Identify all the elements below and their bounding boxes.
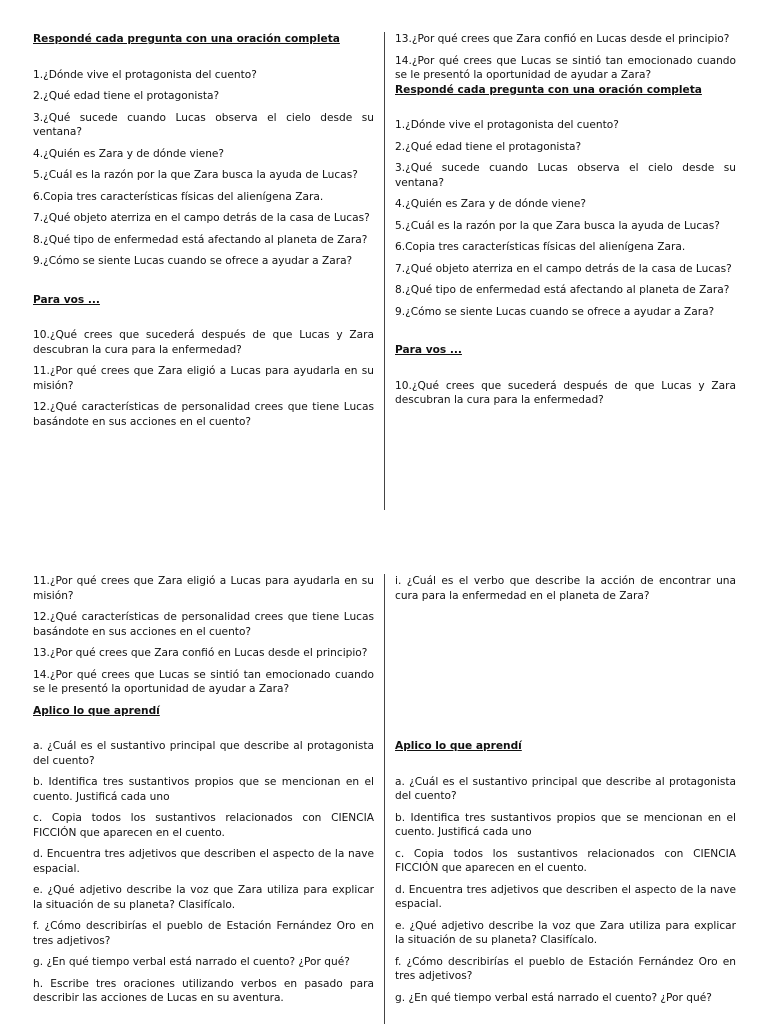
aplico-heading: Aplico lo que aprendí — [33, 704, 160, 717]
column-divider-bottom — [384, 574, 385, 1024]
top-right-column — [395, 32, 736, 415]
exercise-item: c. Copia todos los sustantivos relacionados con CIENCIA FICCIÓN que aparecen en el cuento. — [395, 847, 736, 874]
question: 10.¿Qué crees que sucederá después de que Lucas y Zara descubran la cura para la enfermedad? — [33, 329, 374, 356]
question: 9.¿Cómo se siente Lucas cuando se ofrece a ayudar a Zara? — [395, 305, 715, 318]
question: 2.¿Qué edad tiene el protagonista? — [395, 140, 582, 153]
exercise-item: c. Copia todos los sustantivos relacionados con CIENCIA FICCIÓN que aparecen en el cuento. — [33, 812, 374, 839]
question: 5.¿Cuál es la razón por la que Zara busca la ayuda de Lucas? — [33, 169, 358, 181]
question: 7.¿Qué objeto aterriza en el campo detrás de la casa de Lucas? — [395, 262, 732, 275]
aplico-heading: Aplico lo que aprendí — [395, 740, 522, 752]
question: 4.¿Quién es Zara y de dónde viene? — [33, 147, 225, 160]
question: 2.¿Qué edad tiene el protagonista? — [33, 90, 220, 102]
para-vos-heading: Para vos ... — [395, 344, 462, 356]
para-vos-heading: Para vos ... — [33, 293, 100, 306]
question: 14.¿Por qué crees que Lucas se sintió tan emocionado cuando se le presentó la oportunidad de ayudar a Zara? — [395, 54, 736, 81]
question: 12.¿Qué características de personalidad crees que tiene Lucas basándote en sus acciones en el cuento? — [33, 611, 374, 638]
exercise-item: a. ¿Cuál es el sustantivo principal que describe al protagonista del cuento? — [33, 740, 374, 767]
exercise-item: g. ¿En qué tiempo verbal está narrado el cuento? ¿Por qué? — [33, 956, 350, 968]
exercise-item: b. Identifica tres sustantivos propios que se mencionan en el cuento. Justificá cada uno — [395, 811, 736, 838]
question: 10.¿Qué crees que sucederá después de que Lucas y Zara descubran la cura para la enfermedad? — [395, 379, 736, 406]
exercise-item: d. Encuentra tres adjetivos que describen el aspecto de la nave espacial. — [395, 883, 736, 910]
question: 7.¿Qué objeto aterriza en el campo detrás de la casa de Lucas? — [33, 212, 370, 224]
exercise-item: e. ¿Qué adjetivo describe la voz que Zara utiliza para explicar la situación de su planeta? Clasifícalo. — [33, 884, 374, 911]
question: 4.¿Quién es Zara y de dónde viene? — [395, 198, 587, 210]
top-left-column — [33, 32, 374, 436]
question: 1.¿Dónde vive el protagonista del cuento? — [33, 68, 257, 81]
exercise-item: b. Identifica tres sustantivos propios que se mencionan en el cuento. Justificá cada uno — [33, 776, 374, 803]
question: 6.Copia tres características físicas del alienígena Zara. — [395, 241, 686, 253]
column-divider-top — [384, 32, 385, 510]
question: 9.¿Cómo se siente Lucas cuando se ofrece a ayudar a Zara? — [33, 255, 353, 267]
question: 14.¿Por qué crees que Lucas se sintió tan emocionado cuando se le presentó la oportunidad de ayudar a Zara? — [33, 668, 374, 695]
question: 3.¿Qué sucede cuando Lucas observa el cielo desde su ventana? — [33, 111, 374, 138]
question: 6.Copia tres características físicas del alienígena Zara. — [33, 190, 324, 203]
question: 5.¿Cuál es la razón por la que Zara busca la ayuda de Lucas? — [395, 219, 720, 232]
question: 8.¿Qué tipo de enfermedad está afectando al planeta de Zara? — [33, 233, 368, 246]
question: 3.¿Qué sucede cuando Lucas observa el cielo desde su ventana? — [395, 162, 736, 189]
question: 12.¿Qué características de personalidad crees que tiene Lucas basándote en sus acciones en el cuento? — [33, 401, 374, 428]
exercise-item: e. ¿Qué adjetivo describe la voz que Zara utiliza para explicar la situación de su planeta? Clasifícalo. — [395, 919, 736, 946]
exercise-item: h. Escribe tres oraciones utilizando verbos en pasado para describir las acciones de Lucas en su aventura. — [33, 977, 374, 1004]
exercise-item: i. ¿Cuál es el verbo que describe la acción de encontrar una cura para la enfermedad en el planeta de Zara? — [395, 575, 736, 602]
bottom-right-column — [395, 574, 736, 1012]
question: 13.¿Por qué crees que Zara confió en Lucas desde el principio? — [395, 33, 730, 45]
exercise-item: a. ¿Cuál es el sustantivo principal que describe al protagonista del cuento? — [395, 775, 736, 802]
exercise-item: d. Encuentra tres adjetivos que describen el aspecto de la nave espacial. — [33, 848, 374, 875]
question: 13.¿Por qué crees que Zara confió en Lucas desde el principio? — [33, 647, 368, 659]
bottom-left-column — [33, 574, 374, 1013]
question: 11.¿Por qué crees que Zara eligió a Lucas para ayudarla en su misión? — [33, 575, 374, 602]
exercise-item: f. ¿Cómo describirías el pueblo de Estación Fernández Oro en tres adjetivos? — [33, 920, 374, 947]
exercise-item: f. ¿Cómo describirías el pueblo de Estación Fernández Oro en tres adjetivos? — [395, 955, 736, 982]
section-heading: Respondé cada pregunta con una oración completa — [33, 33, 340, 45]
exercise-item: g. ¿En qué tiempo verbal está narrado el cuento? ¿Por qué? — [395, 991, 712, 1004]
question: 11.¿Por qué crees que Zara eligió a Lucas para ayudarla en su misión? — [33, 365, 374, 392]
question: 1.¿Dónde vive el protagonista del cuento? — [395, 119, 619, 131]
question: 8.¿Qué tipo de enfermedad está afectando al planeta de Zara? — [395, 284, 730, 296]
section-heading: Respondé cada pregunta con una oración completa — [395, 83, 702, 96]
